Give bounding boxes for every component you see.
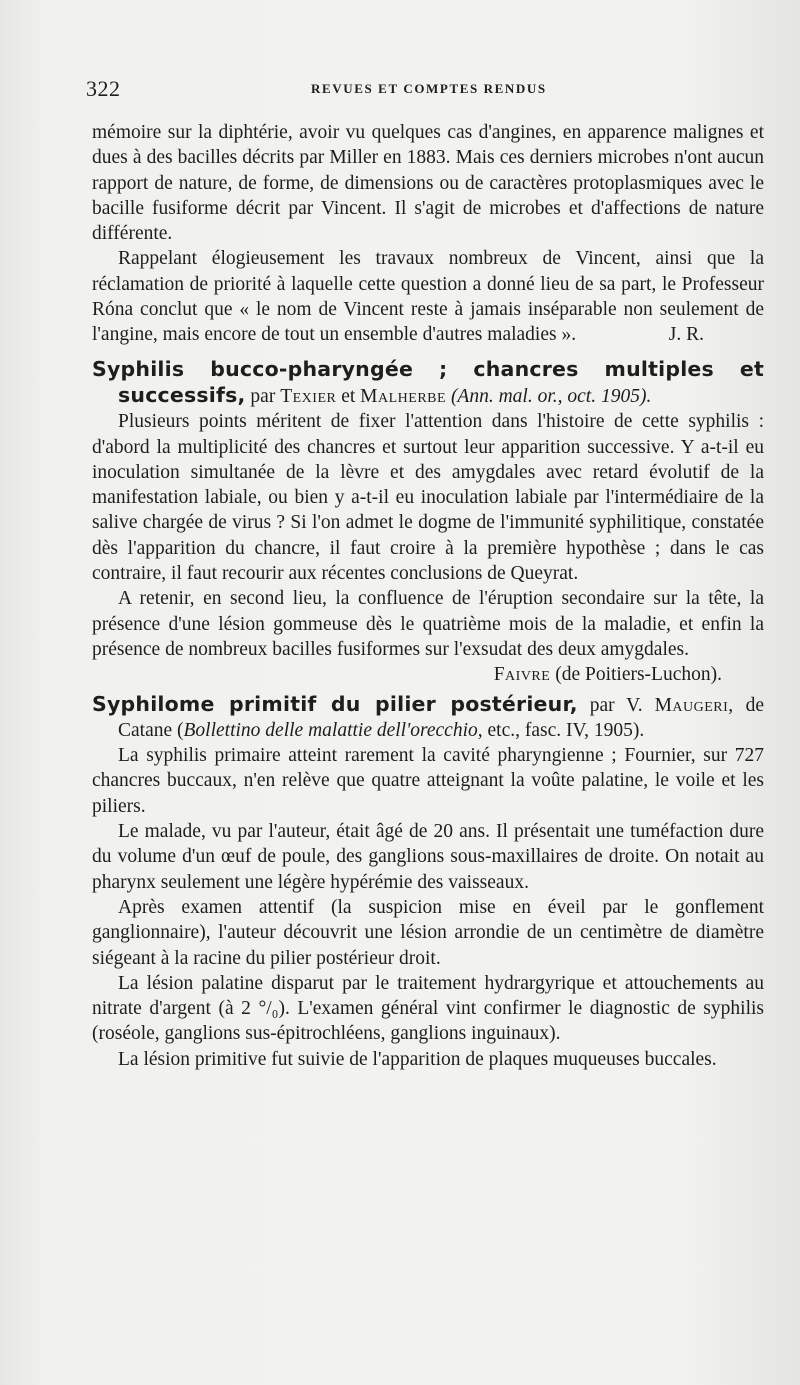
page-number: 322 — [86, 76, 121, 101]
article2-signature-name: Faivre — [493, 664, 551, 686]
running-head: REVUES ET COMPTES RENDUS — [311, 81, 547, 96]
article2-title: Syphilis bucco-pharyngée ; chancres multiples et successifs, — [92, 356, 764, 407]
article3-journal: Bollettino delle malattie dell'orecchio, — [183, 719, 483, 741]
article3-title: Syphilome primitif du pilier postérieur, — [92, 691, 578, 716]
article1-paragraph-1: mémoire sur la diphtérie, avoir vu quelques cas d'angines, en apparence malignes et dues à des bacilles décrits par Miller en 1883. Mais ces derniers microbes n'ont aucun rapport de nature, de forme, de dimensions ou de caractères protoplasmiques avec le bacille fusiforme décrit par Vincent. Il s'agit de microbes et d'affections de nature différente. — [92, 122, 764, 245]
article2-journal: (Ann. mal. or., oct. 1905). — [450, 385, 652, 407]
article2-et: et — [341, 385, 356, 407]
article3-journal-open: ( — [177, 719, 184, 741]
article2-author1: Texier — [280, 385, 337, 407]
article3-paragraph-5: La lésion primitive fut suivie de l'apparition de plaques muqueuses buccales. — [118, 1048, 717, 1070]
article1-paragraph-2 — [92, 246, 764, 347]
article2-signature-place: (de Poitiers-Luchon). — [555, 664, 722, 686]
article3-par: par V. — [589, 694, 643, 716]
section-gap — [92, 348, 764, 353]
article3-paragraph-1: La syphilis primaire atteint rarement la cavité pharyngienne ; Fournier, sur 727 chancres buccaux, n'en relève que quatre atteignant la voûte palatine, le voile et les piliers. — [92, 745, 764, 817]
page-header — [86, 76, 786, 106]
article3-author: Maugeri, — [654, 694, 734, 716]
article3-paragraph-2: Le malade, vu par l'auteur, était âgé de 20 ans. Il présentait une tuméfaction dure du volume d'un œuf de poule, des ganglions sous-maxillaires de droite. On notait au pharynx seulement une légère hypérémie des vaisseaux. — [92, 821, 764, 893]
article3-journal-rest: etc., fasc. IV, 1905). — [487, 719, 645, 741]
article3-heading — [92, 692, 764, 744]
article3-origin: de Catane — [118, 694, 765, 741]
article2-par: par — [250, 385, 276, 407]
article2-heading — [92, 357, 764, 410]
article1-signature: J. R. — [668, 324, 704, 346]
article2-paragraph-2: A retenir, en second lieu, la confluence de l'éruption secondaire sur la tête, la présence d'une lésion gommeuse dès le quatrième mois de la maladie, et enfin la présence de nombreux bacilles fusiformes sur l'exsudat des deux amygdales. — [92, 588, 764, 660]
article1-paragraph-2-text: Rappelant élogieusement les travaux nombreux de Vincent, ainsi que la réclamation de priorité à laquelle cette question a donné lieu de sa part, le Professeur Róna conclut que « le nom de Vincent reste à jamais inséparable non seulement de l'angine, mais encore de tout un ensemble d'autres maladies ». — [92, 248, 764, 346]
article3-paragraph-3: Après examen attentif (la suspicion mise en éveil par le gonflement ganglionnaire), l'auteur découvrit une lésion arrondie de un centimètre de diamètre siégeant à la racine du pilier postérieur droit. — [92, 896, 764, 969]
article2-signature — [92, 662, 764, 687]
article3-paragraph-4: La lésion palatine disparut par le traitement hydrargyrique et attouchements au nitrate d'argent (à 2 °/₀). L'examen général vint confirmer le diagnostic de syphilis (roséole, ganglions sus-épitrochléens, ganglions inguinaux). — [92, 972, 764, 1045]
article2-paragraph-1: Plusieurs points méritent de fixer l'attention dans l'histoire de cette syphilis : d'abord la multiplicité des chancres et surtout leur apparition successive. Y a-t-il eu inoculation simultanée de la lèvre et des amygdales avec retard évolutif de la manifestation labiale, ou bien y a-t-il eu inoculation labiale par l'intermédiaire de la salive chargée de virus ? Si l'on admet le dogme de l'immunité syphilitique, constatée dès l'apparition du chancre, il faut croire à la première hypothèse ; dans le cas contraire, il faut recourir aux récentes conclusions de Queyrat. — [92, 411, 764, 585]
article2-author2: Malherbe — [360, 385, 447, 407]
body-text — [92, 120, 764, 1072]
